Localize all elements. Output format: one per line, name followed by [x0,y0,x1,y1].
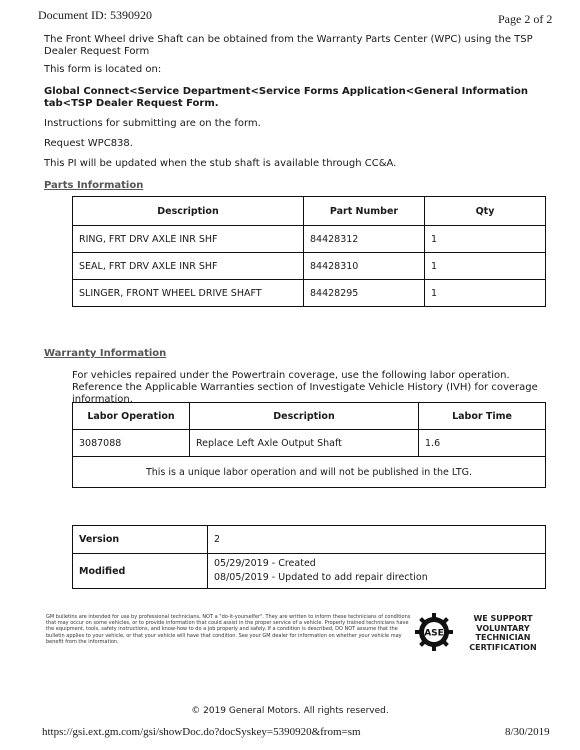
copyright-text: © 2019 General Motors. All rights reserved. [191,706,389,716]
column-header: Description [190,403,419,430]
parts-table [72,196,546,307]
instructions-text: Instructions for submitting are on the form. [44,118,261,129]
modified-created: 05/29/2019 - Created [214,558,316,569]
disclaimer-text: GM bulletins are intended for use by professional technicians, NOT a "do-it-yourselfer". They are written to inform these technicians of conditions that may occur on some vehicles, or to provide information that could assist in the proper service of a vehicle. Properly trained technicians have the equipment, tools, safety instructions, and know-how to do a job properly and safely. If a condition is described, DO NOT assume that the bulletin applies to your vehicle, or that your vehicle will have that condition. See your GM dealer for information on whether your vehicle may benefit from the information. [46,614,411,645]
labor-operation: 3087088 [73,430,190,457]
column-header: Part Number [304,197,425,226]
parts-section-title: Parts Information [44,180,144,191]
table-row [73,280,546,307]
part-description: SEAL, FRT DRV AXLE INR SHF [73,253,304,280]
intro-text: The Front Wheel drive Shaft can be obtained from the Warranty Parts Center (WPC) using the TSP Dealer Request Form [44,34,533,57]
print-date: 8/30/2019 [505,726,550,738]
labor-operation-note: This is a unique labor operation and will not be published in the LTG. [73,457,546,488]
part-number: 84428312 [304,226,425,253]
document-id: Document ID: 5390920 [38,8,152,22]
column-header: Description [73,197,304,226]
part-qty: 1 [425,226,546,253]
request-text: Request WPC838. [44,138,133,149]
table-row [73,430,546,457]
labor-time: 1.6 [419,430,546,457]
modified-value [208,554,546,589]
version-value: 2 [208,526,546,554]
ase-certification-text: WE SUPPORT VOLUNTARY TECHNICIAN CERTIFICATION [469,614,537,652]
part-qty: 1 [425,280,546,307]
table-header-row [73,197,546,226]
part-description: RING, FRT DRV AXLE INR SHF [73,226,304,253]
ase-gear-icon [414,612,454,652]
form-path: Global Connect<Service Department<Service Forms Application<General Information tab<TSP Dealer Request Form. [44,86,529,109]
warranty-table [72,402,546,488]
table-row [73,457,546,488]
page-number: Page 2 of 2 [498,12,553,26]
ase-logo-text: ASE [424,628,444,639]
warranty-text: For vehicles repaired under the Powertrain coverage, use the following labor operation. Reference the Applicable Warranties section of Investigate Vehicle History (IVH) for coverage information. [72,370,538,405]
form-location-text: This form is located on: [44,64,162,75]
part-description: SLINGER, FRONT WHEEL DRIVE SHAFT [73,280,304,307]
page-url: https://gsi.ext.gm.com/gsi/showDoc.do?docSyskey=5390920&from=sm [42,726,361,738]
column-header: Labor Operation [73,403,190,430]
table-row [73,253,546,280]
part-qty: 1 [425,253,546,280]
version-label: Version [73,526,208,554]
table-row [73,554,546,589]
part-number: 84428295 [304,280,425,307]
warranty-section-title: Warranty Information [44,348,167,359]
version-table [72,525,546,589]
column-header: Qty [425,197,546,226]
column-header: Labor Time [419,403,546,430]
modified-label: Modified [73,554,208,589]
part-number: 84428310 [304,253,425,280]
update-note: This PI will be updated when the stub shaft is available through CC&A. [44,158,397,169]
table-row [73,526,546,554]
labor-description: Replace Left Axle Output Shaft [190,430,419,457]
table-header-row [73,403,546,430]
table-row [73,226,546,253]
modified-updated: 08/05/2019 - Updated to add repair direction [214,572,428,583]
